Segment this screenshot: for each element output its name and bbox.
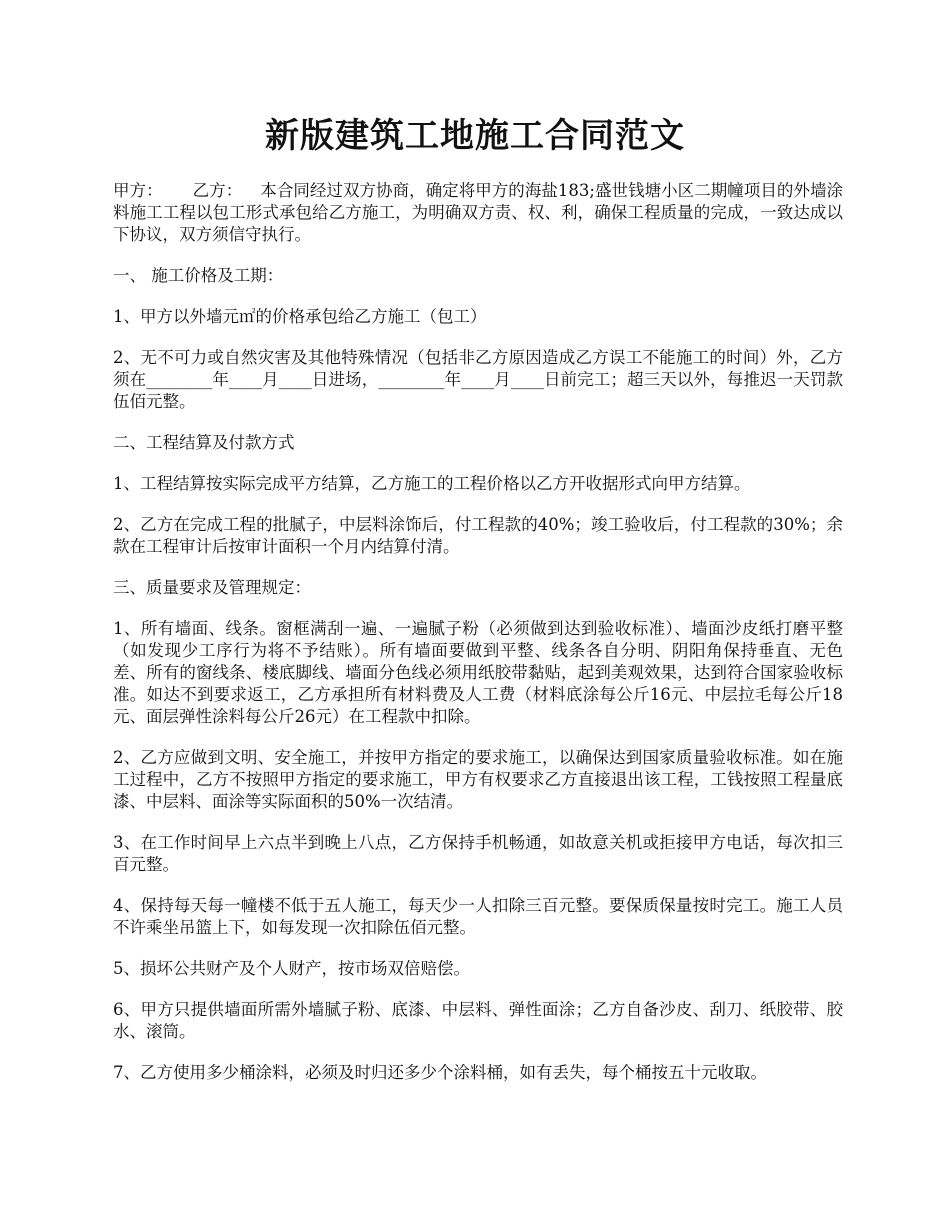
section-3-item-1: 1、所有墙面、线条。窗框满刮一遍、一遍腻子粉（必须做到达到验收标准）、墙面沙皮纸打磨平整（如发现少工序行为将不予结账）。所有墙面要做到平整、线条各自分明、阴阳角保持垂直、无色差、所有的窗线条、楼底脚线、墙面分色线必须用纸胶带黏贴，起到美观效果，达到符合国家验收标准。如达不到要求返工，乙方承担所有材料费及人工费（材料底涂每公斤16元、中层拉毛每公斤18元、面层弹性涂料每公斤26元）在工程款中扣除。 [113, 619, 843, 726]
section-3-item-5: 5、损坏公共财产及个人财产，按市场双倍赔偿。 [113, 959, 470, 978]
intro-paragraph [113, 180, 843, 246]
section-3-item-3: 3、在工作时间早上六点半到晚上八点，乙方保持手机畅通，如故意关机或拒接甲方电话，每次扣三百元整。 [113, 833, 843, 874]
section-3-item-7: 7、乙方使用多少桶涂料，必须及时归还多少个涂料桶，如有丢失，每个桶按五十元收取。 [113, 1063, 767, 1082]
section-2-heading: 二、工程结算及付款方式 [113, 433, 295, 452]
section-1-item-1: 1、甲方以外墙元㎡的价格承包给乙方施工（包工） [113, 307, 487, 326]
section-2-item-1: 1、工程结算按实际完成平方结算，乙方施工的工程价格以乙方开收据形式向甲方结算。 [113, 474, 751, 493]
intro-text: 本合同经过双方协商，确定将甲方的海盐183;盛世钱塘小区二期幢项目的外墙涂料施工工程以包工形式承包给乙方施工，为明确双方责、权、利，确保工程质量的完成，一致达成以下协议，双方须信守执行。 [113, 181, 843, 244]
section-1-item-2: 2、无不可力或自然灾害及其他特殊情况（包括非乙方原因造成乙方误工不能施工的时间）外，乙方须在________年____月____日进场，________年____月____日前完工；超三天以外，每推迟一天罚款伍佰元整。 [113, 348, 843, 411]
document-title: 新版建筑工地施工合同范文 [265, 116, 685, 156]
party-a-label: 甲方： [113, 181, 163, 200]
document-body [113, 180, 843, 1103]
section-3-item-6: 6、甲方只提供墙面所需外墙腻子粉、底漆、中层料、弹性面涂；乙方自备沙皮、刮刀、纸胶带、胶水、滚筒。 [113, 1000, 843, 1041]
section-3-item-4: 4、保持每天每一幢楼不低于五人施工，每天少一人扣除三百元整。要保质保量按时完工。施工人员 不许乘坐吊篮上下，如每发现一次扣除伍佰元整。 [113, 896, 843, 937]
section-2-item-2: 2、乙方在完成工程的批腻子，中层料涂饰后，付工程款的40%；竣工验收后，付工程款的30%；余款在工程审计后按审计面积一个月内结算付清。 [113, 515, 843, 556]
section-3-heading: 三、质量要求及管理规定： [113, 578, 311, 597]
section-3-item-2: 2、乙方应做到文明、安全施工，并按甲方指定的要求施工，以确保达到国家质量验收标准。如在施工过程中，乙方不按照甲方指定的要求施工，甲方有权要求乙方直接退出该工程，工钱按照工程量底漆、中层料、面涂等实际面积的50%一次结清。 [113, 748, 843, 811]
party-b-label: 乙方： [192, 181, 243, 200]
section-1-heading: 一、 施工价格及工期： [113, 266, 284, 285]
